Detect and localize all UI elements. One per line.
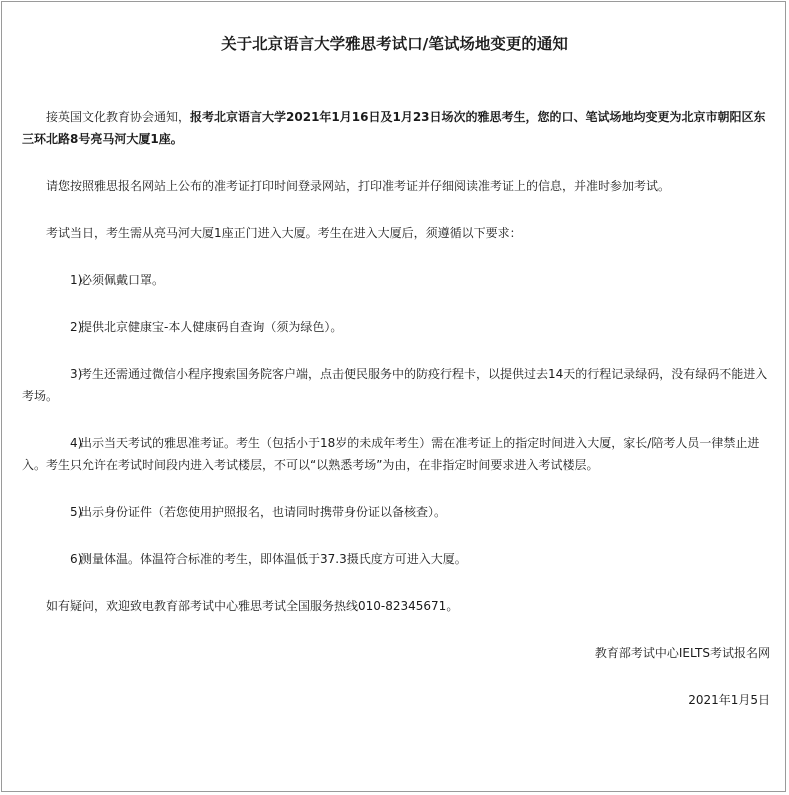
intro-paragraph xyxy=(22,106,770,150)
notice-body xyxy=(22,106,770,736)
requirement-number: 5) xyxy=(70,505,83,519)
requirement-item-5 xyxy=(22,501,770,523)
requirement-item-2 xyxy=(22,316,770,338)
page-title: 关于北京语言大学雅思考试口/笔试场地变更的通知 xyxy=(221,35,568,53)
requirement-item-6 xyxy=(22,548,770,570)
requirement-number: 6) xyxy=(70,552,83,566)
intro-bold-text: 报考北京语言大学2021年1月16日及1月23日场次的雅思考生，您的口、笔试场地均变更为北京市朝阳区东三环北路8号亮马河大厦1座。 xyxy=(22,110,766,146)
contact-paragraph: 如有疑问，欢迎致电教育部考试中心雅思考试全国服务热线010-82345671。 xyxy=(46,599,459,613)
print-paragraph: 请您按照雅思报名网站上公布的准考证打印时间登录网站，打印准考证并仔细阅读准考证上的信息，并准时参加考试。 xyxy=(46,179,671,193)
intro-normal-text: 接英国文化教育协会通知， xyxy=(46,110,191,124)
notice-date: 2021年1月5日 xyxy=(688,693,770,707)
requirement-item-4 xyxy=(22,432,770,476)
requirement-number: 3) xyxy=(70,367,83,381)
requirement-number: 4) xyxy=(70,436,83,450)
requirement-item-1 xyxy=(22,269,770,291)
requirement-text: 必须佩戴口罩。 xyxy=(80,273,165,287)
exam-day-paragraph: 考试当日，考生需从亮马河大厦1座正门进入大厦。考生在进入大厦后，须遵循以下要求： xyxy=(46,226,522,240)
requirement-text: 考生还需通过微信小程序搜索国务院客户端，点击便民服务中的防疫行程卡，以提供过去14天的行程记录绿码，没有绿码不能进入考场。 xyxy=(22,367,768,403)
signature: 教育部考试中心IELTS考试报名网 xyxy=(594,646,770,660)
requirement-number: 2) xyxy=(70,320,83,334)
requirement-item-3 xyxy=(22,363,770,407)
requirement-text: 出示当天考试的雅思准考证。考生（包括小于18岁的未成年考生）需在准考证上的指定时间进入大厦，家长/陪考人员一律禁止进入。考生只允许在考试时间段内进入考试楼层，不可以“以熟悉考场”为由，在非指定时间要求进入考试楼层。 xyxy=(22,436,760,472)
requirement-text: 出示身份证件（若您使用护照报名，也请同时携带身份证以备核查）。 xyxy=(80,505,447,519)
requirement-number: 1) xyxy=(70,273,83,287)
requirement-text: 提供北京健康宝-本人健康码自查询（须为绿色）。 xyxy=(80,320,343,334)
requirement-text: 测量体温。体温符合标准的考生，即体温低于37.3摄氏度方可进入大厦。 xyxy=(80,552,467,566)
